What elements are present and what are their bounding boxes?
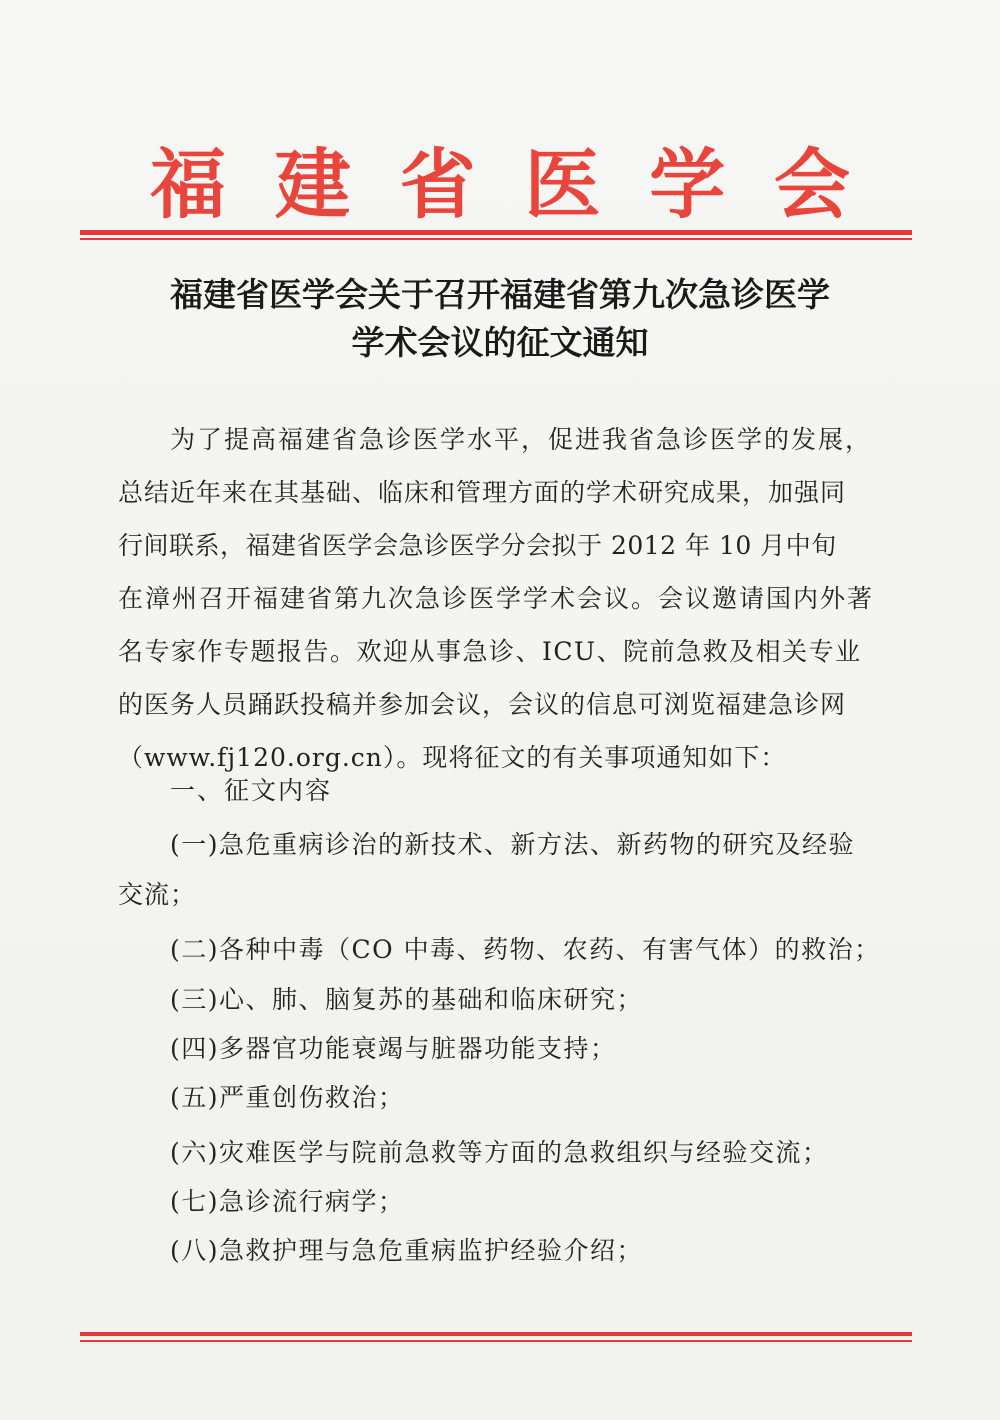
letterhead-char: 福 [150, 140, 226, 229]
body-line: （www.fj120.org.cn）。现将征文的有关事项通知如下： [118, 743, 787, 772]
body-line: 为了提高福建省急诊医学水平，促进我省急诊医学的发展， [170, 425, 873, 454]
letterhead-char: 学 [649, 140, 726, 229]
letterhead-char: 建 [274, 140, 351, 229]
list-item: (二)各种中毒（CO 中毒、药物、农药、有害气体）的救治； [170, 935, 881, 964]
list-item: 交流； [118, 880, 197, 909]
letterhead-rule-thick [80, 230, 912, 235]
footer-rule-thick [80, 1332, 912, 1336]
body-line: 名专家作专题报告。欢迎从事急诊、ICU、院前急救及相关专业 [118, 637, 862, 666]
list-item: (三)心、肺、脑复苏的基础和临床研究； [170, 985, 644, 1014]
list-item: (七)急诊流行病学； [170, 1187, 405, 1216]
footer-rule-thin [80, 1340, 912, 1342]
letterhead-char: 省 [399, 140, 476, 229]
list-item: (六)灾难医学与院前急救等方面的急救组织与经验交流； [170, 1138, 829, 1167]
section-heading: 一、征文内容 [170, 776, 333, 805]
body-line: 在漳州召开福建省第九次急诊医学学术会议。会议邀请国内外著 [118, 584, 875, 613]
body-line: 的医务人员踊跃投稿并参加会议，会议的信息可浏览福建急诊网 [118, 690, 847, 719]
list-item: (四)多器官功能衰竭与脏器功能支持； [170, 1034, 617, 1063]
letterhead-char: 会 [773, 140, 850, 229]
body-line: 行间联系，福建省医学会急诊医学分会拟于 2012 年 10 月中旬 [118, 531, 837, 560]
list-item: (八)急救护理与急危重病监护经验介绍； [170, 1236, 644, 1265]
letterhead-org-name [80, 140, 920, 230]
list-item: (一)急危重病诊治的新技术、新方法、新药物的研究及经验 [170, 830, 856, 859]
document-title-line-2: 学术会议的征文通知 [351, 323, 649, 362]
document-title-line-1: 福建省医学会关于召开福建省第九次急诊医学 [170, 275, 830, 314]
letterhead-char: 医 [524, 140, 601, 229]
body-line: 总结近年来在其基础、临床和管理方面的学术研究成果，加强同 [118, 478, 847, 507]
letterhead-rule-thin [80, 238, 912, 240]
list-item: (五)严重创伤救治； [170, 1083, 405, 1112]
